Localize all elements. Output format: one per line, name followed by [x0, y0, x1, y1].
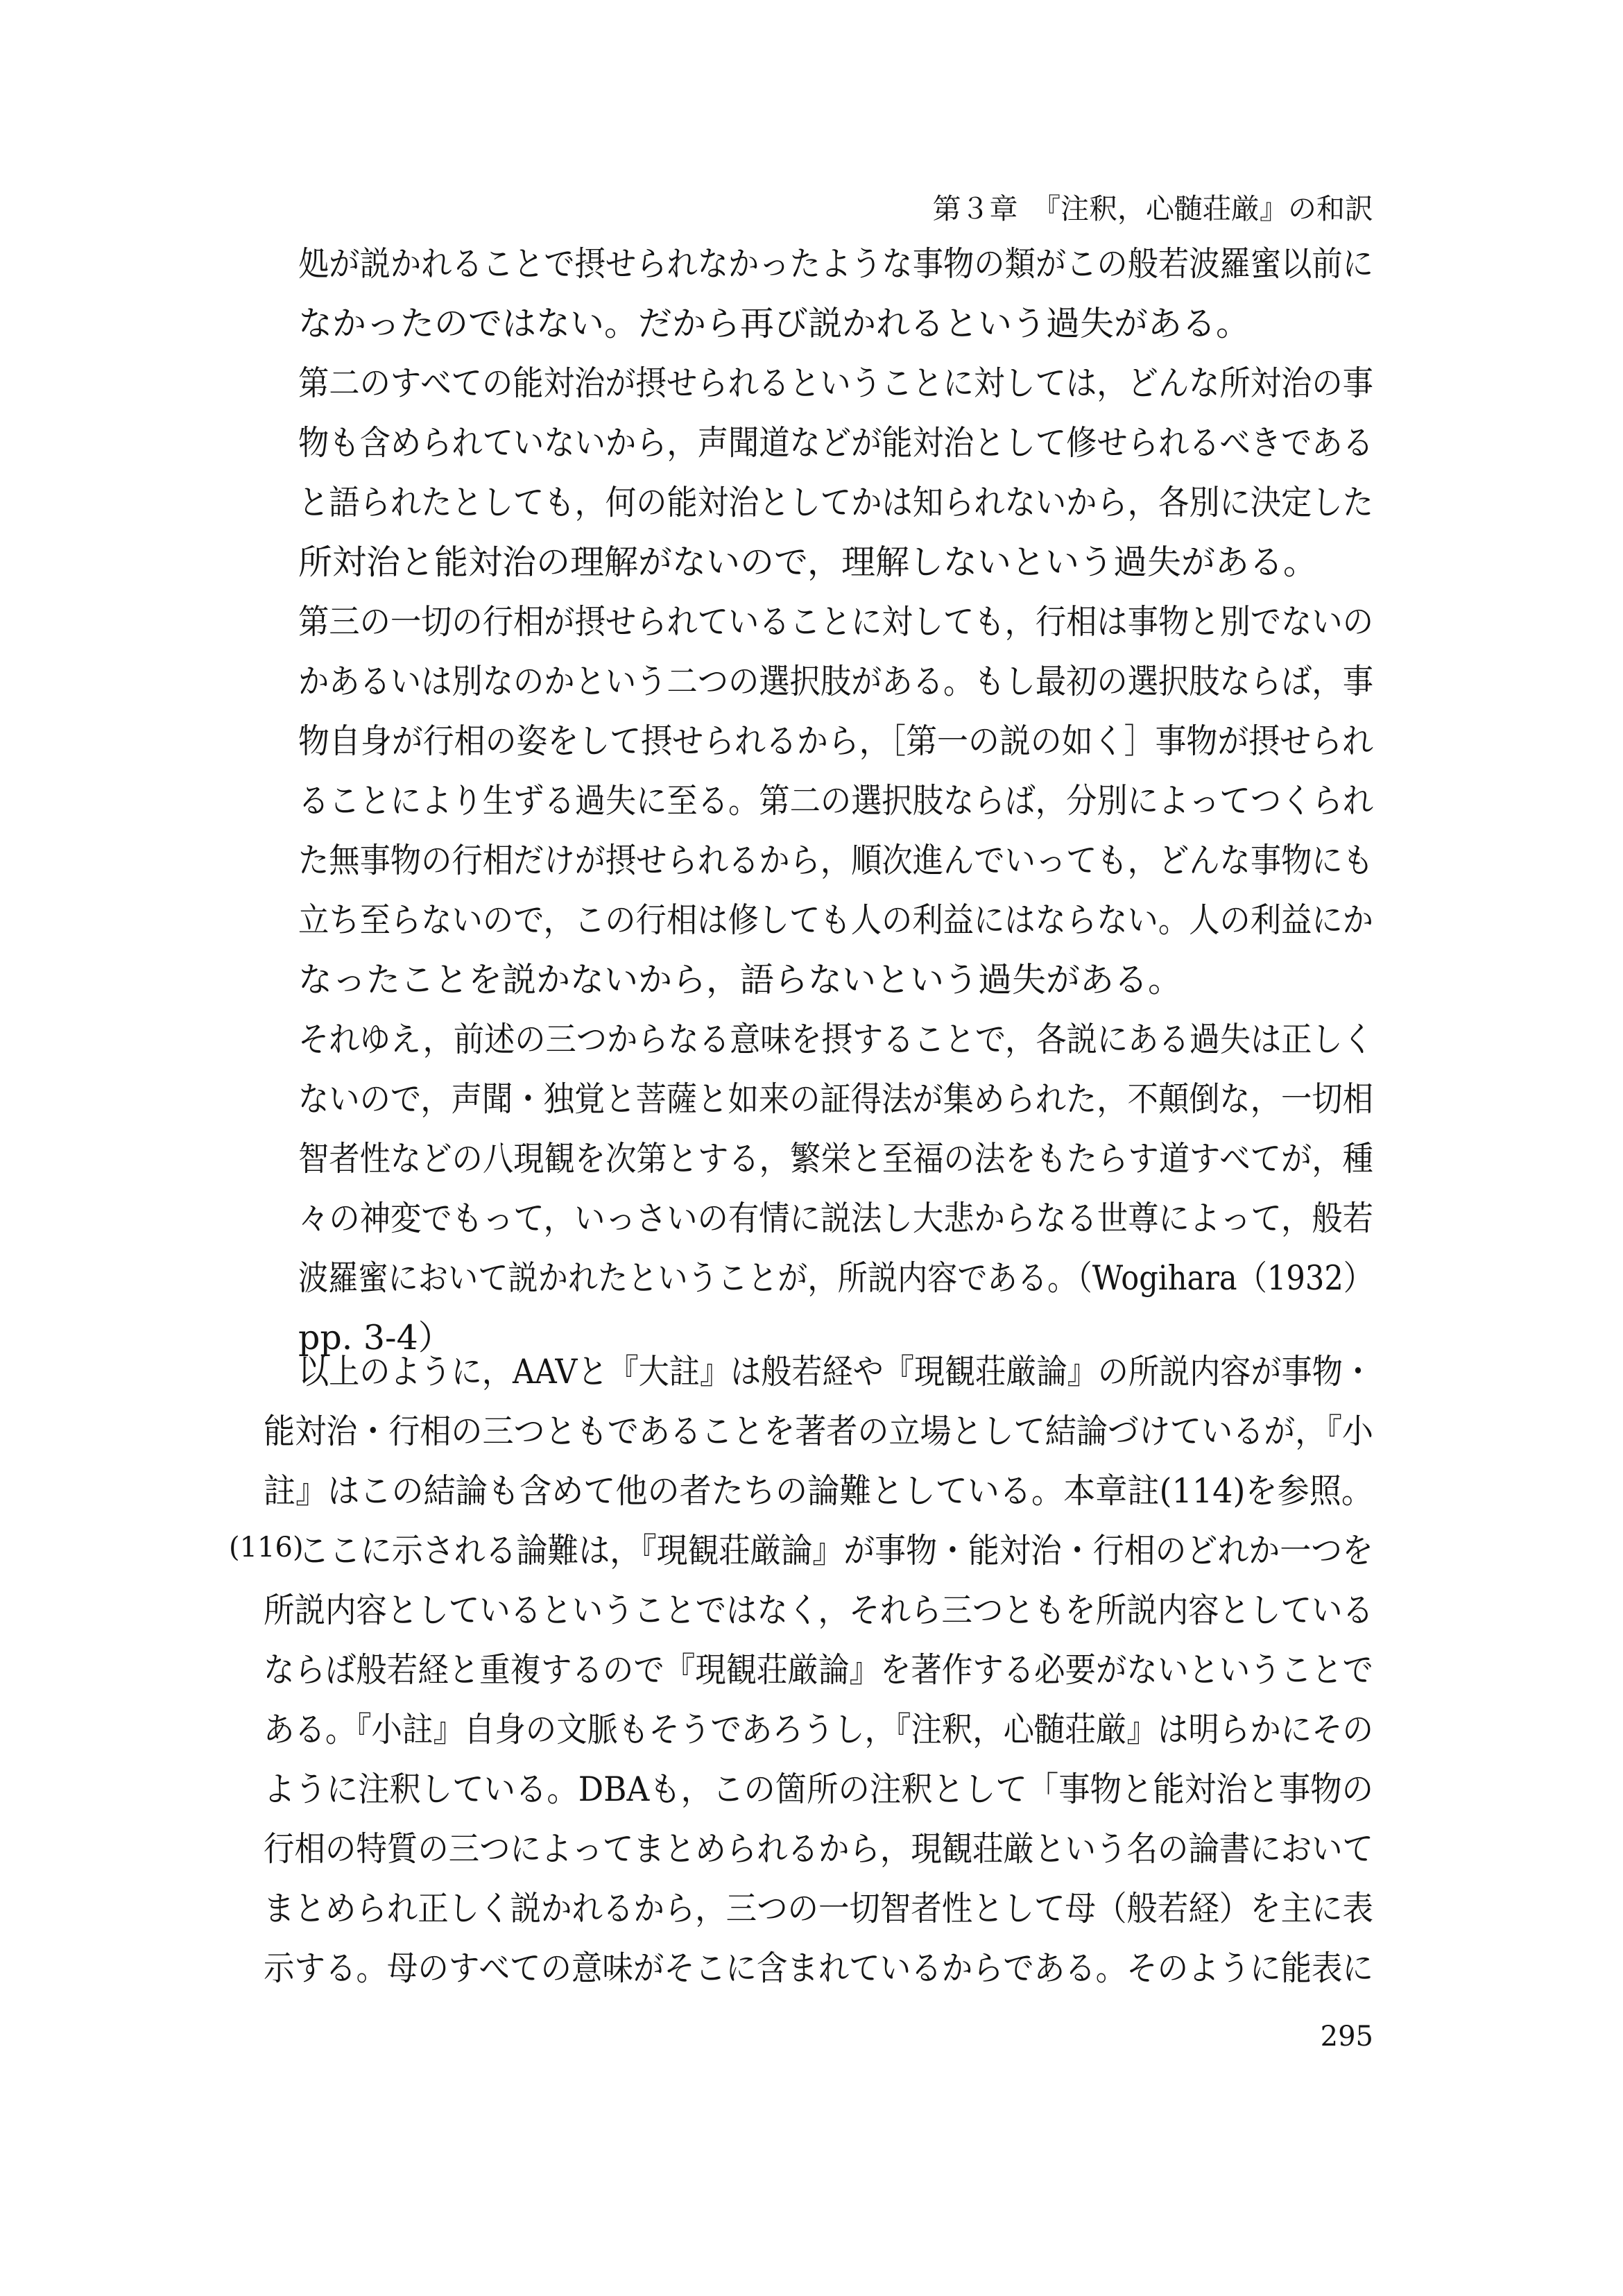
text-line: 以上のように，AAVと『大註』は般若経や『現観荘厳論』の所説内容が事物・ [298, 1352, 1373, 1391]
text-line: 物自身が行相の姿をして摂せられるから，［第一の説の如く］事物が摂せられ [298, 721, 1373, 761]
text-line: ないので，声聞・独覚と菩薩と如来の証得法が集められた，不顛倒な，一切相 [298, 1079, 1373, 1119]
text-line: た無事物の行相だけが摂せられるから，順次進んでいっても，どんな事物にも [298, 841, 1373, 880]
text-line: 処が説かれることで摂せられなかったような事物の類がこの般若波羅蜜以前に [298, 244, 1373, 284]
text-line: 波羅蜜において説かれたということが，所説内容である。（Wogihara（1932） [298, 1258, 1373, 1298]
text-line: ならば般若経と重複するので『現観荘厳論』を著作する必要がないということで [264, 1650, 1373, 1690]
text-line: 々の神変でもって，いっさいの有情に説法し大悲からなる世尊によって，般若 [298, 1199, 1373, 1238]
text-line: 能対治・行相の三つともであることを著者の立場として結論づけているが，『小 [264, 1412, 1373, 1451]
running-header: 第３章 『注釈，心髄荘厳』の和訳 [932, 192, 1373, 225]
text-line: 第二のすべての能対治が摂せられるということに対しては，どんな所対治の事 [298, 363, 1373, 403]
text-line: 第三の一切の行相が摂せられていることに対しても，行相は事物と別でないの [298, 602, 1373, 642]
text-line: 所説内容としているということではなく，それら三つともを所説内容としている [264, 1591, 1373, 1630]
text-line: pp. 3-4） [298, 1318, 452, 1357]
text-line: ここに示される論難は，『現観荘厳論』が事物・能対治・行相のどれか一つを [298, 1531, 1373, 1570]
text-line: なかったのではない。だから再び説かれるという過失がある。 [298, 304, 1251, 343]
text-line: と語られたとしても，何の能対治としてかは知られないから，各別に決定した [298, 483, 1373, 522]
text-line: なったことを説かないから，語らないという過失がある。 [298, 960, 1183, 1000]
text-line: かあるいは別なのかという二つの選択肢がある。もし最初の選択肢ならば，事 [298, 662, 1373, 701]
text-line: 立ち至らないので，この行相は修しても人の利益にはならない。人の利益にか [298, 900, 1373, 940]
text-line: 行相の特質の三つによってまとめられるから，現観荘厳という名の論書において [264, 1829, 1373, 1869]
text-line: それゆえ，前述の三つからなる意味を摂することで，各説にある過失は正しく [298, 1020, 1373, 1059]
text-line: 註』はこの結論も含めて他の者たちの論難としている。本章註(114)を参照。 [264, 1471, 1373, 1511]
page-number: 295 [1320, 2021, 1373, 2053]
text-line: ることにより生ずる過失に至る。第二の選択肢ならば，分別によってつくられ [298, 781, 1373, 821]
text-line: まとめられ正しく説かれるから，三つの一切智者性として母（般若経）を主に表 [264, 1889, 1373, 1928]
text-line: 所対治と能対治の理解がないので，理解しないという過失がある。 [298, 542, 1318, 582]
note-number: (116) [229, 1532, 304, 1563]
text-line: ように注釈している。DBAも，この箇所の注釈として「事物と能対治と事物の [264, 1770, 1373, 1809]
text-line: 物も含められていないから，声聞道などが能対治として修せられるべきである [298, 423, 1373, 463]
text-line: ある。『小註』自身の文脈もそうであろうし，『注釈，心髄荘厳』は明らかにその [264, 1710, 1373, 1749]
text-line: 示する。母のすべての意味がそこに含まれているからである。そのように能表に [264, 1948, 1373, 1988]
text-line: 智者性などの八現観を次第とする，繁栄と至福の法をもたらす道すべてが，種 [298, 1139, 1373, 1179]
